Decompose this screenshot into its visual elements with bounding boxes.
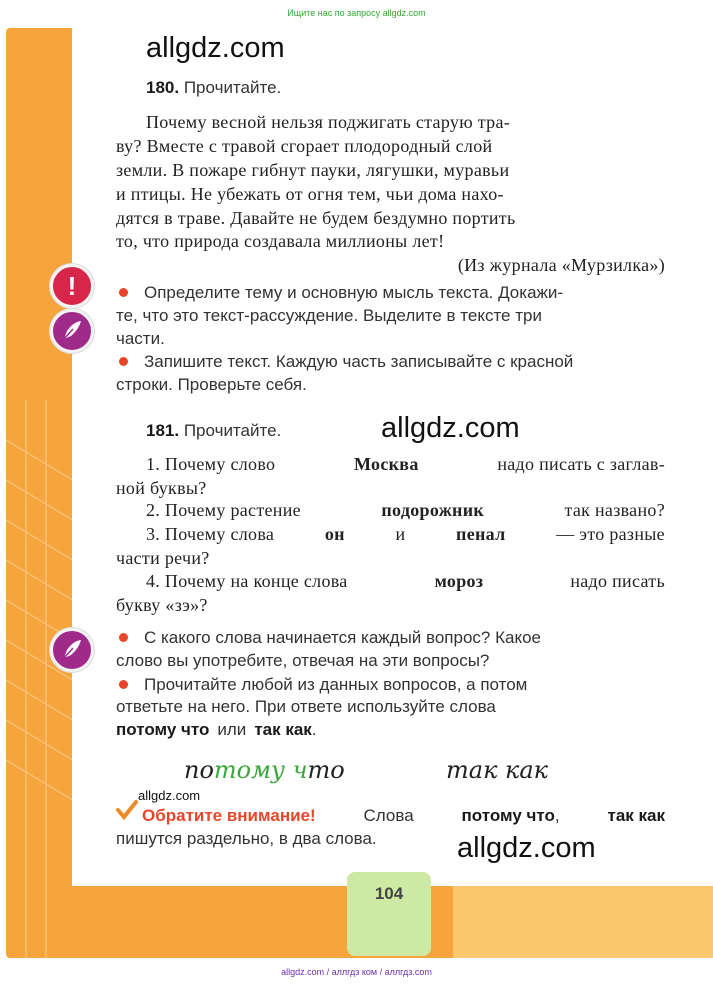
exercise-181-heading xyxy=(146,421,281,441)
question-1 xyxy=(146,454,665,475)
exercise-number: 181. xyxy=(146,421,180,440)
text-line: Почему весной нельзя поджигать старую тра- xyxy=(146,112,511,132)
exercise-instruction: Прочитайте. xyxy=(183,78,282,97)
source-citation: (Из журнала «Мурзилка») xyxy=(457,255,665,275)
watermark: allgdz.com xyxy=(146,32,285,64)
script-text-highlight: ч xyxy=(292,756,308,784)
question-keyword: пенал xyxy=(456,524,506,544)
question-4 xyxy=(146,571,665,592)
text-line: дятся в траве. Давайте не будем бездумно портить xyxy=(116,208,516,228)
note-line-2: пишутся раздельно, в два слова. xyxy=(116,829,377,848)
question-text: надо писать с заглав- xyxy=(497,454,665,474)
script-sample-left xyxy=(184,756,345,784)
note-text: , xyxy=(554,806,560,825)
keyword: потому что xyxy=(461,806,555,825)
pen-icon xyxy=(50,309,94,353)
task-line: части. xyxy=(116,329,165,348)
watermark: allgdz.com xyxy=(457,832,596,864)
bullet xyxy=(119,357,128,366)
note-title: Обратите внимание! xyxy=(142,806,316,825)
question-keyword: подорожник xyxy=(381,500,485,520)
task-line: слово вы употребите, отвечая на эти вопросы? xyxy=(116,651,490,670)
exercise-number: 180. xyxy=(146,78,180,97)
note-text: Слова xyxy=(363,806,414,825)
question-text: — это разные xyxy=(556,524,665,544)
task-text: . xyxy=(311,720,317,739)
keyword: так как xyxy=(254,720,312,739)
question-text: 4. Почему на конце слова xyxy=(146,571,348,591)
question-2 xyxy=(146,500,665,521)
footer-links[interactable]: allgdz.com / аллгдз ком / аллгдз.com xyxy=(281,967,432,977)
task-line: Определите тему и основную мысль текста. Докажи- xyxy=(144,283,564,302)
task-line: строки. Проверьте себя. xyxy=(116,375,307,394)
question-text: и xyxy=(395,524,406,544)
task-line: ответьте на него. При ответе используйте слова xyxy=(116,697,496,716)
text-line: ву? Вместе с травой сгорает плодородный слой xyxy=(116,136,493,156)
question-keyword: мороз xyxy=(434,571,484,591)
question-4-cont: букву «зэ»? xyxy=(116,595,208,615)
text-line: и птицы. Не убежать от огня тем, чьи дома нахо- xyxy=(116,184,504,204)
task-text: или xyxy=(217,720,247,739)
top-banner[interactable]: Ищите нас по запросу allgdz.com xyxy=(287,8,426,18)
script-text-highlight: тому xyxy=(213,756,293,784)
exercise-instruction: Прочитайте. xyxy=(183,421,282,440)
bullet xyxy=(119,633,128,642)
checkmark-icon xyxy=(116,800,138,820)
text-line: земли. В пожаре гибнут пауки, лягушки, муравьи xyxy=(116,160,510,180)
question-keyword: Москва xyxy=(354,454,419,474)
bullet xyxy=(119,288,128,297)
task-line: Прочитайте любой из данных вопросов, а потом xyxy=(144,675,528,694)
task-line: С какого слова начинается каждый вопрос? Какое xyxy=(144,628,541,647)
task-line: Запишите текст. Каждую часть записывайте с красной xyxy=(144,352,574,371)
bullet xyxy=(119,680,128,689)
exclamation-icon: ! xyxy=(50,264,94,308)
question-text: 3. Почему слова xyxy=(146,524,275,544)
script-text: то xyxy=(307,756,345,784)
keyword: так как xyxy=(607,806,665,825)
question-3-cont: части речи? xyxy=(116,548,210,568)
question-text: так названо? xyxy=(564,500,665,520)
question-keyword: он xyxy=(324,524,345,544)
text-line: то, что природа создавала миллионы лет! xyxy=(116,231,445,251)
question-text: 2. Почему растение xyxy=(146,500,301,520)
question-text: 1. Почему слово xyxy=(146,454,276,474)
watermark-small: allgdz.com xyxy=(138,788,201,803)
question-1-cont: ной буквы? xyxy=(116,478,207,498)
task-line: те, что это текст-рассуждение. Выделите в тексте три xyxy=(116,306,542,325)
script-sample-right: так как xyxy=(446,756,548,784)
task-line-end xyxy=(116,720,665,740)
exercise-180-heading xyxy=(146,78,281,98)
script-text: по xyxy=(184,756,214,784)
pen-icon xyxy=(50,628,94,672)
page-number: 104 xyxy=(374,884,404,903)
watermark: allgdz.com xyxy=(381,412,520,444)
keyword: потому что xyxy=(116,720,210,739)
question-3 xyxy=(146,524,665,545)
note-line xyxy=(142,806,665,826)
question-text: надо писать xyxy=(570,571,665,591)
